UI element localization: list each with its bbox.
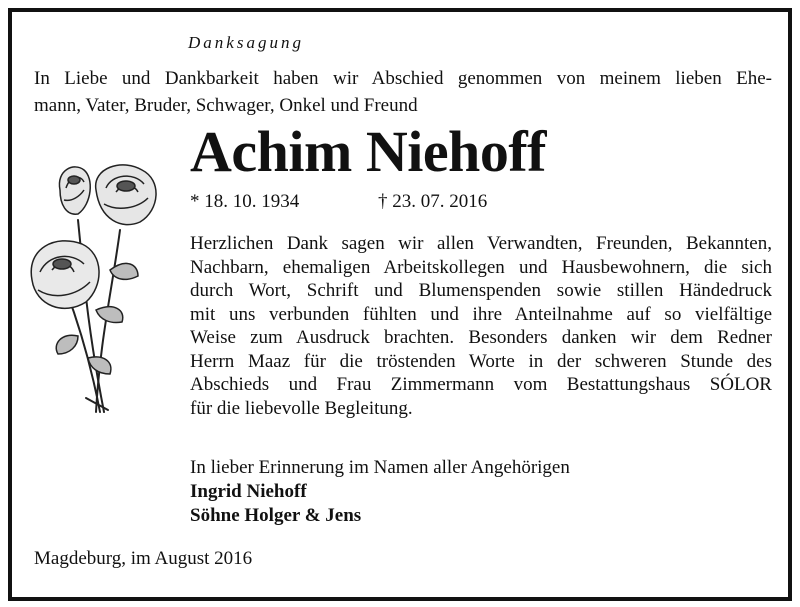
thanks-line: mit uns verbunden fühlten und ihre Anteilnahme auf so vielfältige <box>190 303 772 325</box>
thanks-line: Abschieds und Frau Zimmermann vom Bestattungshaus SÓLOR <box>190 374 772 395</box>
deceased-name: Achim Niehoff <box>190 119 546 184</box>
signature-line: Söhne Holger & Jens <box>190 505 362 526</box>
thanks-line: Weise zum Ausdruck brachten. Besonders danken wir dem Redner <box>190 327 772 348</box>
thanks-line: Nachbarn, ehemaligen Arbeitskollegen und Hausbewohnern, die sich <box>190 256 772 278</box>
place-date: Magdeburg, im August 2016 <box>34 548 253 569</box>
notice-heading: Danksagung <box>188 33 304 52</box>
thanks-line: für die liebevolle Begleitung. <box>190 397 413 419</box>
intro-text <box>34 65 772 119</box>
intro-line: mann, Vater, Bruder, Schwager, Onkel und Freund <box>34 95 418 116</box>
thanks-line: durch Wort, Schrift und Blumenspenden sowie stillen Händedruck <box>190 280 772 301</box>
death-date: † 23. 07. 2016 <box>378 191 488 212</box>
signature-line: Ingrid Niehoff <box>190 481 307 502</box>
closing-block <box>190 456 570 528</box>
birth-date: * 18. 10. 1934 <box>190 191 300 212</box>
intro-line: In Liebe und Dankbarkeit haben wir Abschied genommen von meinem lieben Ehe- <box>34 68 772 89</box>
thanks-line: Herzlichen Dank sagen wir allen Verwandten, Freunden, Bekannten, <box>190 233 772 254</box>
thanks-text <box>190 232 772 420</box>
closing-text: In lieber Erinnerung im Namen aller Angehörigen <box>190 457 570 478</box>
thanks-line: Herrn Maaz für die tröstenden Worte in der schweren Stunde des <box>190 350 772 372</box>
roses-icon <box>26 160 166 420</box>
